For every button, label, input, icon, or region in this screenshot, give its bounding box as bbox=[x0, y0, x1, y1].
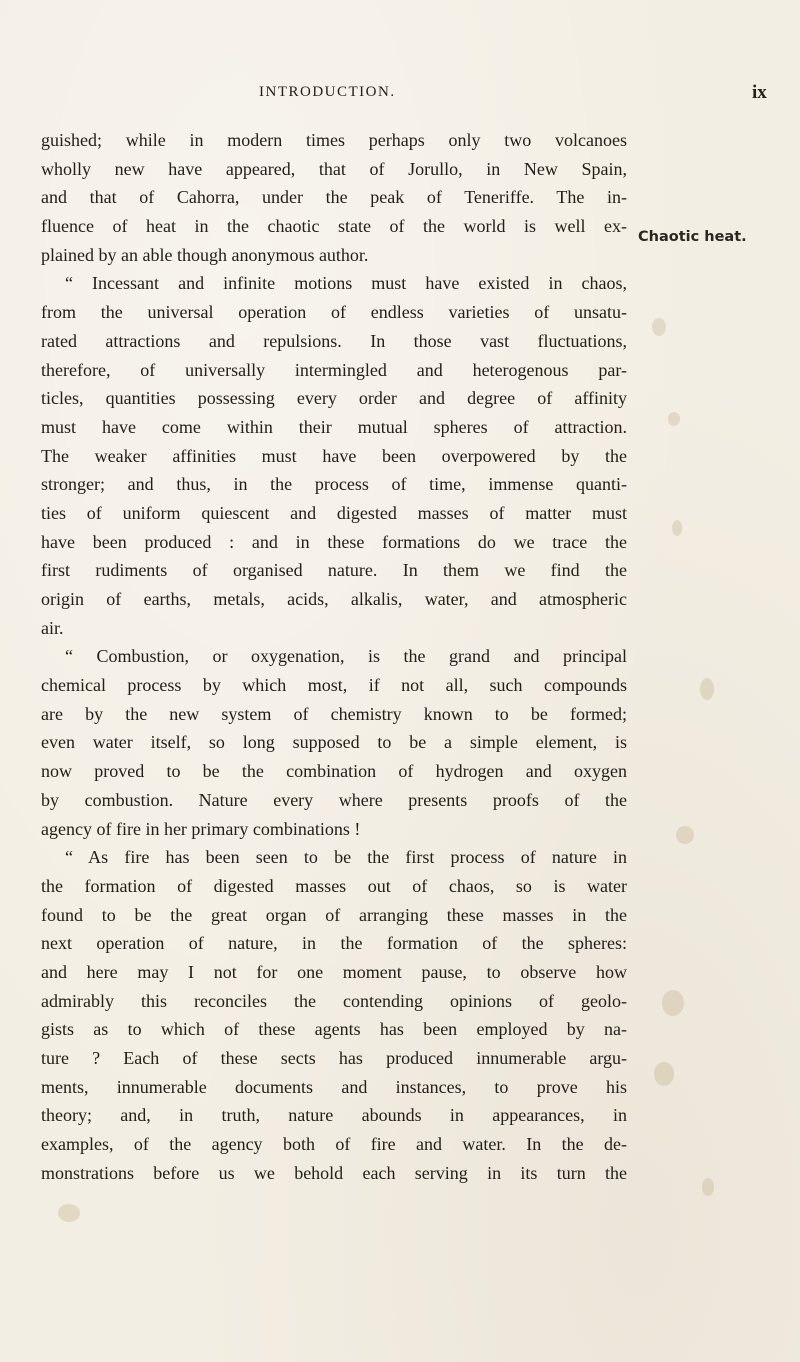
paper-stain bbox=[668, 412, 680, 426]
text-line: “ Combustion, or oxygenation, is the grand and principal bbox=[65, 646, 627, 667]
text-line: monstrations before us we behold each serving in its turn the bbox=[41, 1162, 627, 1183]
paper-stain bbox=[672, 520, 682, 536]
text-line: are by the new system of chemistry known to be formed; bbox=[41, 703, 627, 724]
text-line: the formation of digested masses out of chaos, so is water bbox=[41, 875, 627, 896]
paper-stain bbox=[652, 318, 666, 336]
paper-stain bbox=[676, 826, 694, 844]
text-line: “ As fire has been seen to be the first process of nature in bbox=[65, 847, 627, 868]
text-line: wholly new have appeared, that of Jorullo, in New Spain, bbox=[41, 158, 627, 179]
text-line: first rudiments of organised nature. In them we find the bbox=[41, 560, 627, 581]
paper-stain bbox=[702, 1178, 714, 1196]
text-line: ture ? Each of these sects has produced innumerable argu- bbox=[41, 1048, 627, 1068]
text-line: guished; while in modern times perhaps only two volcanoes bbox=[41, 130, 627, 150]
text-line: The weaker affinities must have been overpowered by the bbox=[41, 445, 627, 466]
text-line: must have come within their mutual spheres of attraction. bbox=[41, 416, 627, 437]
page-header bbox=[0, 84, 800, 108]
paper-stain bbox=[654, 1062, 674, 1086]
text-line: stronger; and thus, in the process of time, immense quanti- bbox=[41, 474, 627, 495]
paper-stain bbox=[58, 1204, 80, 1222]
text-line: now proved to be the combination of hydrogen and oxygen bbox=[41, 761, 627, 782]
text-line: air. bbox=[41, 617, 64, 638]
text-line: “ Incessant and infinite motions must have existed in chaos, bbox=[65, 273, 627, 294]
text-line: and that of Cahorra, under the peak of Teneriffe. The in- bbox=[41, 187, 627, 208]
paper-stain bbox=[700, 678, 714, 700]
text-line: next operation of nature, in the formation of the spheres: bbox=[41, 933, 627, 954]
text-line: plained by an able though anonymous author. bbox=[41, 244, 369, 265]
text-line: and here may I not for one moment pause, to observe how bbox=[41, 961, 627, 982]
text-line: even water itself, so long supposed to be a simple element, is bbox=[41, 732, 627, 753]
text-line: ties of uniform quiescent and digested masses of matter must bbox=[41, 502, 627, 523]
text-line: theory; and, in truth, nature abounds in appearances, in bbox=[41, 1105, 627, 1126]
body-text bbox=[41, 126, 627, 1187]
margin-note: Chaotic heat. bbox=[638, 229, 747, 245]
page-number: ix bbox=[752, 82, 767, 103]
text-line: fluence of heat in the chaotic state of the world is well ex- bbox=[41, 216, 627, 237]
text-line: gists as to which of these agents has been employed by na- bbox=[41, 1019, 627, 1040]
text-line: found to be the great organ of arranging these masses in the bbox=[41, 904, 627, 925]
text-line: agency of fire in her primary combinations ! bbox=[41, 818, 361, 839]
running-head: INTRODUCTION. bbox=[259, 84, 396, 100]
text-line: chemical process by which most, if not all, such compounds bbox=[41, 675, 627, 696]
paper-stain bbox=[662, 990, 684, 1016]
text-line: ticles, quantities possessing every order and degree of affinity bbox=[41, 388, 627, 409]
text-line: rated attractions and repulsions. In those vast fluctuations, bbox=[41, 330, 627, 351]
text-line: origin of earths, metals, acids, alkalis, water, and atmospheric bbox=[41, 589, 627, 609]
text-line: examples, of the agency both of fire and water. In the de- bbox=[41, 1134, 627, 1155]
text-line: admirably this reconciles the contending opinions of geolo- bbox=[41, 990, 627, 1011]
text-line: from the universal operation of endless varieties of unsatu- bbox=[41, 302, 627, 323]
text-line: have been produced : and in these formations do we trace the bbox=[41, 531, 627, 552]
text-line: therefore, of universally intermingled and heterogenous par- bbox=[41, 359, 627, 380]
text-line: ments, innumerable documents and instances, to prove his bbox=[41, 1076, 627, 1097]
text-line: by combustion. Nature every where presents proofs of the bbox=[41, 789, 627, 810]
